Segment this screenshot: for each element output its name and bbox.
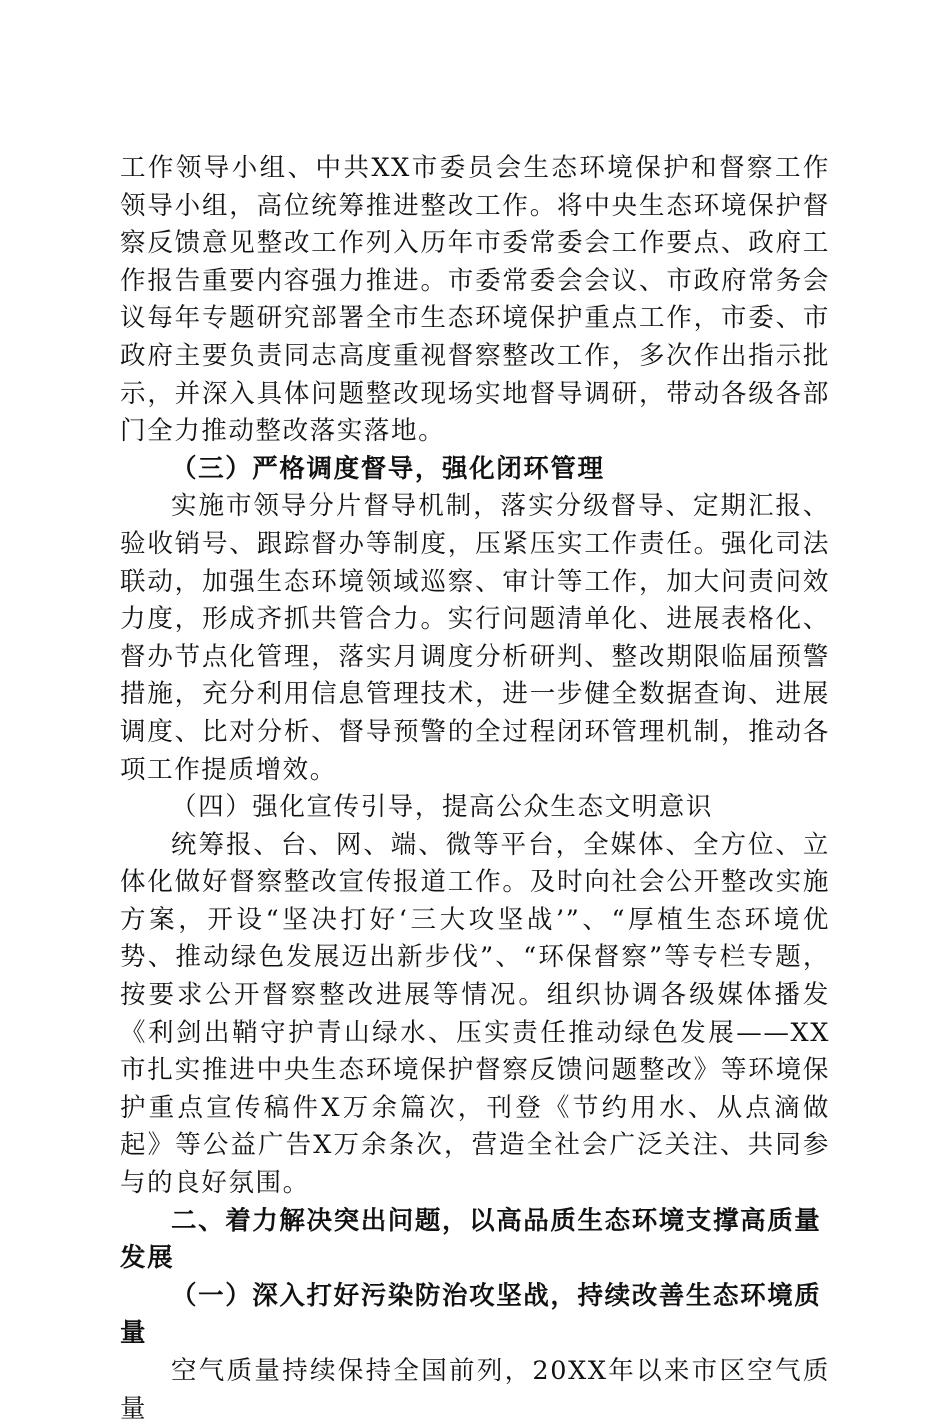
section-subheading-4: （四）强化宣传引导，提高公众生态文明意识 bbox=[171, 792, 714, 823]
section-subheading-3: （三）严格调度督导，强化闭环管理 bbox=[171, 453, 605, 484]
chapter-heading-2: 二、着力解决突出问题，以高品质生态环境支撑高质量发展 bbox=[120, 1205, 822, 1274]
document-page bbox=[120, 150, 830, 1428]
body-paragraph-4: 空气质量持续保持全国前列，20XX年以来市区空气质量 bbox=[120, 1356, 830, 1424]
section-subheading-1: （一）深入打好污染防治攻坚战，持续改善生态环境质量 bbox=[120, 1280, 822, 1349]
body-paragraph-1: 工作领导小组、中共XX市委员会生态环境保护和督察工作领导小组，高位统筹推进整改工作。将中央生态环境保护督察反馈意见整改工作列入历年市委常委会工作要点、政府工作报告重要内容强力推进。市委常委会会议、市政府常务会议每年专题研究部署全市生态环境保护重点工作，市委、市政府主要负责同志高度重视督察整改工作，多次作出指示批示，并深入具体问题整改现场实地督导调研，带动各级各部门全力推动整改落实落地。 bbox=[120, 153, 830, 447]
body-paragraph-2: 实施市领导分片督导机制，落实分级督导、定期汇报、验收销号、跟踪督办等制度，压紧压实工作责任。强化司法联动，加强生态环境领域巡察、审计等工作，加大问责问效力度，形成齐抓共管合力。实行问题清单化、进展表格化、督办节点化管理，落实月调度分析研判、整改期限临届预警措施，充分利用信息管理技术，进一步健全数据查询、进展调度、比对分析、督导预警的全过程闭环管理机制，推动各项工作提质增效。 bbox=[120, 491, 830, 785]
body-paragraph-3: 统筹报、台、网、端、微等平台，全媒体、全方位、立体化做好督察整改宣传报道工作。及时向社会公开整改实施方案，开设“坚决打好‘三大攻坚战’”、“厚植生态环境优势、推动绿色发展迈出新步伐”、“环保督察”等专栏专题，按要求公开督察整改进展等情况。组织协调各级媒体播发《利剑出鞘守护青山绿水、压实责任推动绿色发展——XX市扎实推进中央生态环境保护督察反馈问题整改》等环境保护重点宣传稿件X万余篇次，刊登《节约用水、从点滴做起》等公益广告X万余条次，营造全社会广泛关注、共同参与的良好氛围。 bbox=[120, 829, 830, 1199]
